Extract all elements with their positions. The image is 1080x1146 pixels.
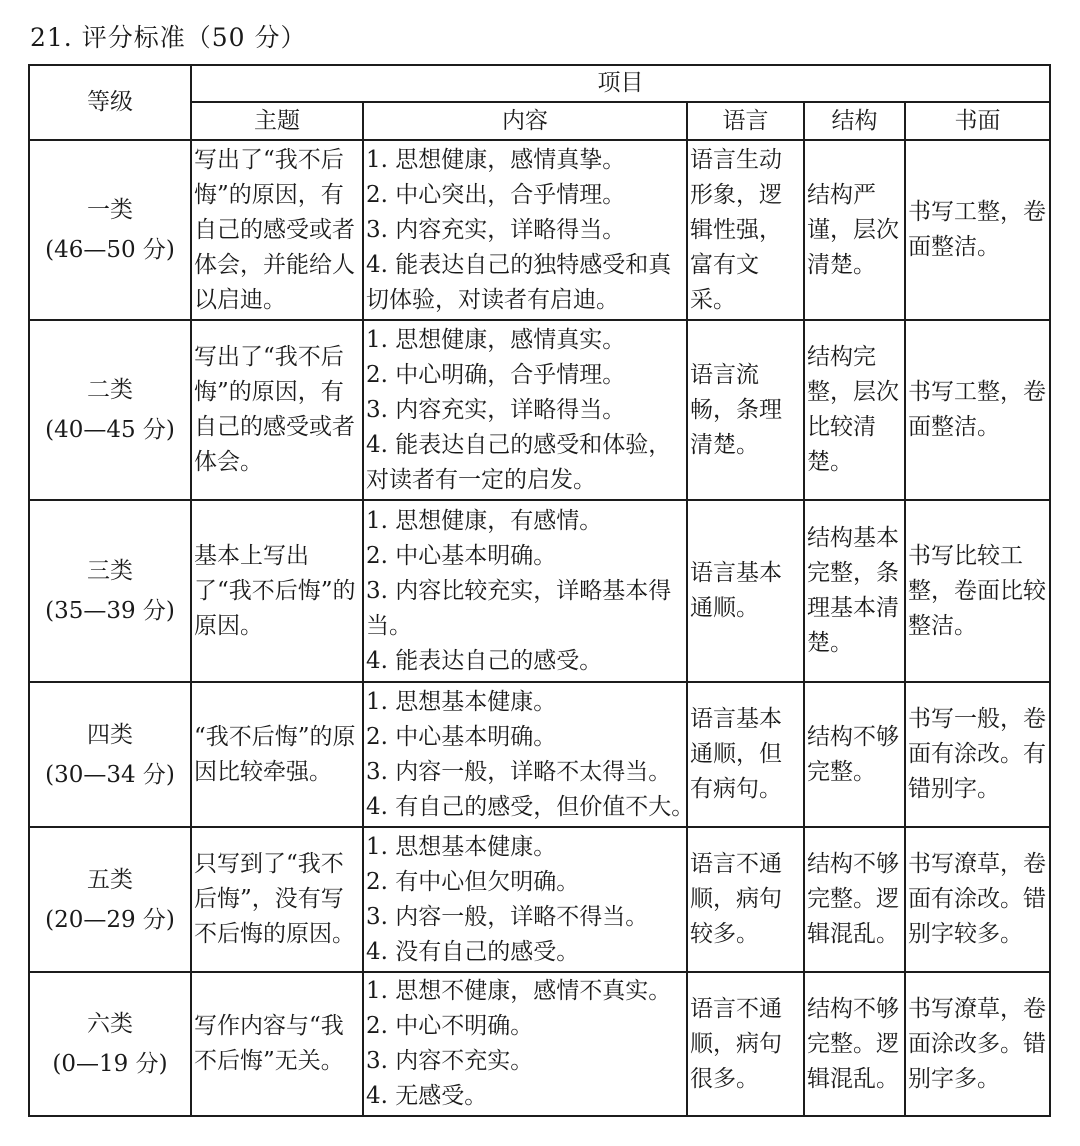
- writing-cell: 书写工整，卷面整洁。: [905, 320, 1050, 500]
- table-row: [29, 500, 1050, 682]
- grade-cell: [29, 972, 191, 1116]
- grade-cell: [29, 500, 191, 682]
- page-title: 21. 评分标准（50 分）: [30, 23, 307, 52]
- grade-range: (0—19 分): [52, 1051, 168, 1077]
- header-content: 内容: [363, 102, 687, 140]
- header-structure: 结构: [804, 102, 905, 140]
- theme-cell: “我不后悔”的原因比较牵强。: [191, 682, 363, 827]
- grade-range: (35—39 分): [45, 598, 175, 624]
- writing-cell: 书写潦草，卷面有涂改。错别字较多。: [905, 827, 1050, 972]
- content-item: 3. 内容一般，详略不太得当。: [366, 758, 672, 785]
- structure-cell: 结构不够完整。逻辑混乱。: [804, 972, 905, 1116]
- content-cell: [363, 972, 687, 1116]
- writing-cell: 书写工整，卷面整洁。: [905, 140, 1050, 320]
- content-item: 1. 思想健康，感情真挚。: [366, 146, 626, 173]
- grade-range: (40—45 分): [45, 417, 175, 443]
- language-cell: 语言不通顺，病句很多。: [687, 972, 804, 1116]
- table-row: [29, 320, 1050, 500]
- content-item: 3. 内容比较充实，详略基本得当。: [366, 577, 672, 639]
- content-item: 3. 内容不充实。: [366, 1048, 534, 1074]
- content-item: 4. 能表达自己的独特感受和真切体验，对读者有启迪。: [366, 251, 672, 313]
- content-item: 1. 思想健康，感情真实。: [366, 326, 626, 353]
- content-item: 2. 有中心但欠明确。: [366, 868, 580, 895]
- grade-name: 五类: [87, 866, 133, 893]
- theme-cell: 写作内容与“我不后悔”无关。: [191, 972, 363, 1116]
- grade-cell: [29, 827, 191, 972]
- writing-cell: 书写一般，卷面有涂改。有错别字。: [905, 682, 1050, 827]
- header-theme: 主题: [191, 102, 363, 140]
- grade-cell: [29, 682, 191, 827]
- table-row: [29, 140, 1050, 320]
- content-item: 2. 中心基本明确。: [366, 723, 557, 750]
- grade-range: (46—50 分): [45, 237, 175, 263]
- content-item: 4. 没有自己的感受。: [366, 938, 580, 965]
- language-cell: 语言不通顺，病句较多。: [687, 827, 804, 972]
- grade-cell: [29, 140, 191, 320]
- header-items: 项目: [191, 65, 1050, 102]
- content-item: 2. 中心基本明确。: [366, 542, 557, 569]
- content-item: 1. 思想不健康，感情不真实。: [366, 978, 672, 1004]
- theme-cell: 基本上写出了“我不后悔”的原因。: [191, 500, 363, 682]
- content-item: 4. 能表达自己的感受和体验，对读者有一定的启发。: [366, 431, 672, 493]
- header-language: 语言: [687, 102, 804, 140]
- grade-range: (20—29 分): [45, 906, 175, 933]
- content-item: 4. 能表达自己的感受。: [366, 647, 603, 674]
- writing-cell: 书写潦草，卷面涂改多。错别字多。: [905, 972, 1050, 1116]
- writing-cell: 书写比较工整，卷面比较整洁。: [905, 500, 1050, 682]
- structure-cell: 结构不够完整。逻辑混乱。: [804, 827, 905, 972]
- content-cell: [363, 140, 687, 320]
- content-item: 1. 思想健康，有感情。: [366, 507, 603, 534]
- content-item: 1. 思想基本健康。: [366, 833, 557, 860]
- language-cell: 语言生动形象，逻辑性强，富有文采。: [687, 140, 804, 320]
- content-item: 4. 无感受。: [366, 1083, 488, 1109]
- content-cell: [363, 320, 687, 500]
- theme-cell: 只写到了“我不后悔”，没有写不后悔的原因。: [191, 827, 363, 972]
- content-item: 2. 中心明确，合乎情理。: [366, 361, 626, 388]
- content-cell: [363, 500, 687, 682]
- header-grade: 等级: [29, 65, 191, 140]
- header-writing: 书面: [905, 102, 1050, 140]
- grade-name: 一类: [87, 197, 133, 223]
- grade-name: 六类: [87, 1011, 133, 1037]
- structure-cell: 结构基本完整，条理基本清楚。: [804, 500, 905, 682]
- theme-cell: 写出了“我不后悔”的原因，有自己的感受或者体会。: [191, 320, 363, 500]
- language-cell: 语言流畅，条理清楚。: [687, 320, 804, 500]
- grade-range: (30—34 分): [45, 761, 175, 788]
- grade-name: 四类: [87, 721, 133, 748]
- content-item: 4. 有自己的感受，但价值不大。: [366, 793, 695, 820]
- language-cell: 语言基本通顺。: [687, 500, 804, 682]
- header-row-1: [29, 65, 1050, 102]
- table-row: [29, 972, 1050, 1116]
- content-item: 1. 思想基本健康。: [366, 688, 557, 715]
- content-item: 2. 中心不明确。: [366, 1013, 534, 1039]
- content-cell: [363, 827, 687, 972]
- grade-name: 三类: [87, 558, 133, 584]
- content-item: 2. 中心突出，合乎情理。: [366, 181, 626, 208]
- content-item: 3. 内容一般，详略不得当。: [366, 903, 649, 930]
- table-row: [29, 682, 1050, 827]
- scoring-rubric-table: [28, 64, 1051, 1117]
- content-item: 3. 内容充实，详略得当。: [366, 216, 626, 243]
- language-cell: 语言基本通顺，但有病句。: [687, 682, 804, 827]
- theme-cell: 写出了“我不后悔”的原因，有自己的感受或者体会，并能给人以启迪。: [191, 140, 363, 320]
- content-item: 3. 内容充实，详略得当。: [366, 396, 626, 423]
- structure-cell: 结构不够完整。: [804, 682, 905, 827]
- content-cell: [363, 682, 695, 827]
- grade-cell: [29, 320, 191, 500]
- grade-name: 二类: [87, 377, 133, 403]
- table-row: [29, 827, 1050, 972]
- structure-cell: 结构完整，层次比较清楚。: [804, 320, 905, 500]
- structure-cell: 结构严谨，层次清楚。: [804, 140, 905, 320]
